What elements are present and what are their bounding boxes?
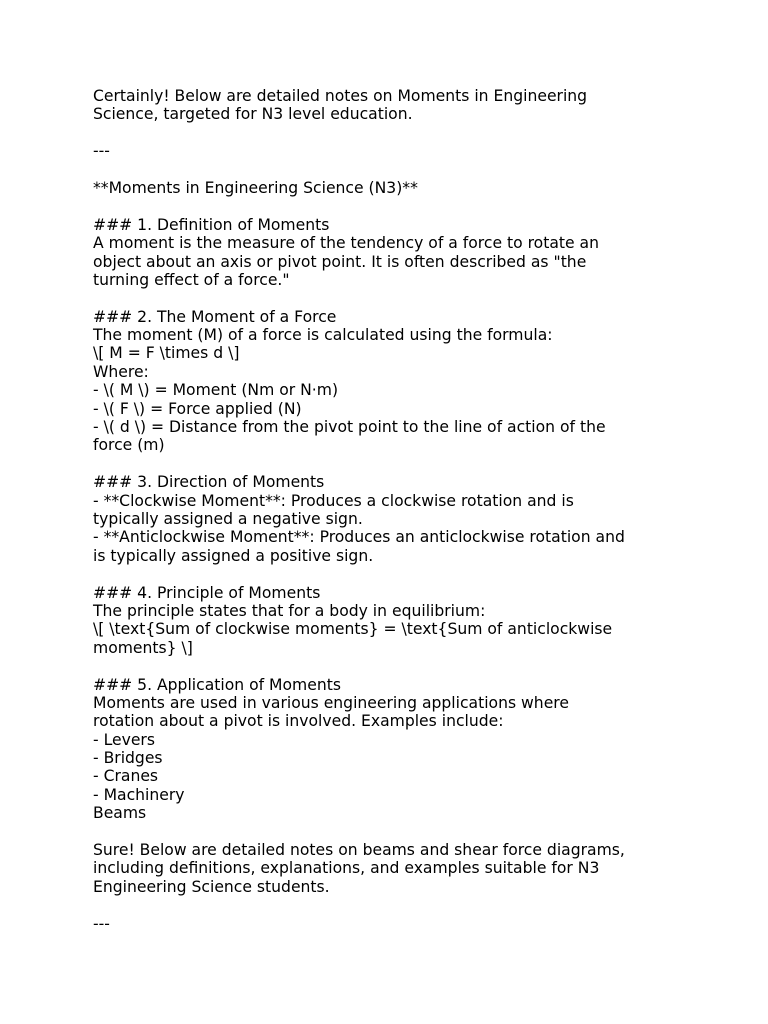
blank-line: [93, 455, 693, 473]
intro-line: Certainly! Below are detailed notes on Moments in Engineering: [93, 87, 588, 105]
separator: ---: [93, 914, 110, 933]
section-5-list-item: - Levers: [93, 730, 155, 749]
outro-line: Sure! Below are detailed notes on beams and shear force diagrams,: [93, 841, 625, 860]
section-4-heading: ### 4. Principle of Moments: [93, 583, 321, 602]
section-5-text: Beams: [93, 804, 147, 823]
section-5-text: rotation about a pivot is involved. Examples include:: [93, 712, 504, 731]
outro-line: Engineering Science students.: [93, 877, 330, 896]
section-2-formula: \[ M = F \times d \]: [93, 344, 240, 363]
blank-line: [93, 896, 693, 914]
section-3-list-item: is typically assigned a positive sign.: [93, 546, 374, 565]
section-2-list-item: force (m): [93, 436, 165, 455]
section-2-text: Where:: [93, 362, 149, 381]
section-2-heading: ### 2. The Moment of a Force: [93, 307, 337, 326]
separator: ---: [93, 142, 110, 161]
section-3-list-item: typically assigned a negative sign.: [93, 509, 363, 528]
outro-line: including definitions, explanations, and examples suitable for N3: [93, 859, 600, 878]
section-3-heading: ### 3. Direction of Moments: [93, 473, 325, 492]
blank-line: [93, 124, 693, 142]
blank-line: [93, 197, 693, 215]
section-1-text: turning effect of a force.": [93, 270, 290, 289]
section-5-list-item: - Cranes: [93, 767, 159, 786]
section-3-list-item: - **Anticlockwise Moment**: Produces an anticlockwise rotation and: [93, 528, 625, 547]
intro-line: Science, targeted for N3 level education.: [93, 105, 413, 124]
blank-line: [93, 565, 693, 583]
section-3-list-item: - **Clockwise Moment**: Produces a clockwise rotation and is: [93, 491, 574, 510]
section-4-formula: \[ \text{Sum of clockwise moments} = \text{Sum of anticlockwise: [93, 620, 613, 639]
document-page: [93, 87, 693, 933]
document-title: **Moments in Engineering Science (N3)**: [93, 178, 418, 197]
section-1-heading: ### 1. Definition of Moments: [93, 215, 330, 234]
section-4-formula: moments} \]: [93, 638, 193, 657]
section-5-heading: ### 5. Application of Moments: [93, 675, 341, 694]
section-1-text: A moment is the measure of the tendency of a force to rotate an: [93, 234, 599, 253]
section-5-text: Moments are used in various engineering applications where: [93, 693, 569, 712]
blank-line: [93, 823, 693, 841]
blank-line: [93, 161, 693, 179]
section-4-text: The principle states that for a body in equilibrium:: [93, 601, 486, 620]
section-2-text: The moment (M) of a force is calculated using the formula:: [93, 326, 553, 345]
section-5-list-item: - Machinery: [93, 785, 185, 804]
section-2-list-item: - \( M \) = Moment (Nm or N·m): [93, 381, 339, 400]
section-2-list-item: - \( F \) = Force applied (N): [93, 399, 302, 418]
section-5-list-item: - Bridges: [93, 749, 163, 768]
section-1-text: object about an axis or pivot point. It is often described as "the: [93, 252, 587, 271]
blank-line: [93, 657, 693, 675]
section-2-list-item: - \( d \) = Distance from the pivot point to the line of action of the: [93, 418, 606, 437]
blank-line: [93, 289, 693, 307]
